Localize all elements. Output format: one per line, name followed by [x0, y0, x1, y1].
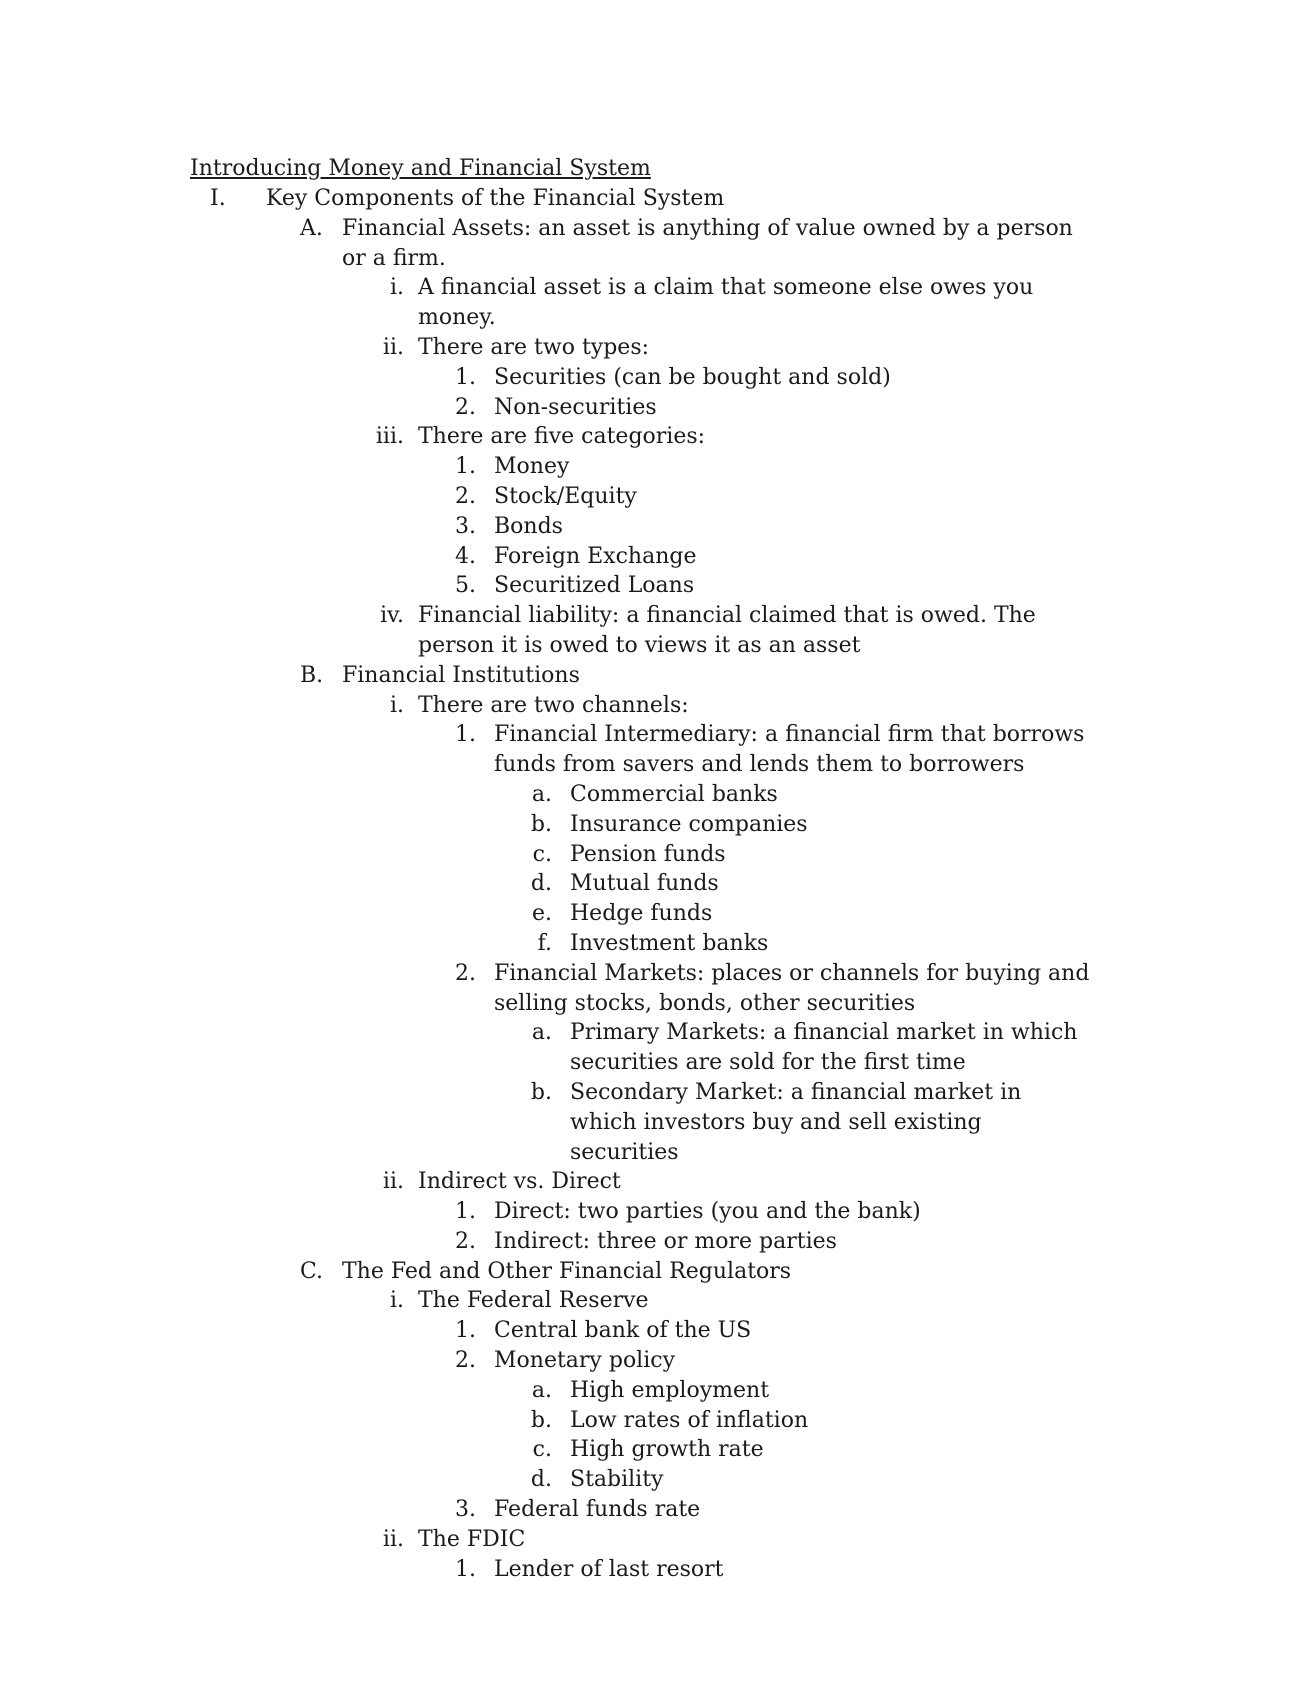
outline-item: [0, 1555, 1306, 1585]
outline-item-marker: 2.: [455, 960, 476, 986]
outline-item-text: A financial asset is a claim that someone else owes you money.: [418, 275, 1034, 331]
outline-item-marker: 2.: [455, 1348, 476, 1374]
outline-item-marker: 4.: [455, 543, 476, 569]
outline-item-marker: 1.: [455, 1556, 476, 1582]
outline-item-text: Non-securities: [494, 394, 657, 420]
outline-item: [0, 273, 1306, 333]
outline-item-marker: c.: [532, 1437, 552, 1463]
outline-item-marker: C.: [300, 1258, 324, 1284]
outline-item-text: Central bank of the US: [494, 1318, 752, 1344]
outline-item: [0, 184, 1306, 214]
outline-item-marker: i.: [389, 275, 404, 301]
outline-item-marker: d.: [530, 871, 552, 897]
outline-item: [0, 1227, 1306, 1257]
outline-item-marker: 3.: [455, 513, 476, 539]
outline-item-text: Primary Markets: a financial market in which securities are sold for the first time: [570, 1020, 1078, 1076]
outline-item-marker: f.: [537, 930, 552, 956]
outline-item-text: Financial liability: a financial claimed that is owed. The person it is owed to views it as an asset: [418, 603, 1036, 658]
outline-item-text: Indirect: three or more parties: [494, 1228, 837, 1254]
outline-item-marker: b.: [530, 1407, 552, 1433]
outline-item: [0, 482, 1306, 512]
outline-item-text: Money: [494, 454, 570, 480]
outline-item-text: Monetary policy: [494, 1348, 676, 1374]
outline-item-text: Securitized Loans: [494, 573, 695, 599]
outline-item-marker: 3.: [455, 1497, 476, 1523]
outline-item-text: Hedge funds: [570, 901, 713, 927]
outline-item-marker: a.: [531, 1020, 552, 1046]
outline-item: [0, 1018, 1306, 1078]
outline-item-text: Pension funds: [570, 841, 726, 867]
outline-item-text: The FDIC: [418, 1526, 526, 1552]
outline-item-marker: a.: [531, 1377, 552, 1403]
outline-item-marker: c.: [532, 841, 552, 867]
outline-item: [0, 214, 1306, 274]
outline-item-text: Financial Intermediary: a financial firm that borrows funds from savers and lends them to borrowers: [494, 722, 1085, 778]
outline-item: [0, 1197, 1306, 1227]
outline-item-marker: 2.: [455, 394, 476, 420]
outline-item-text: High growth rate: [570, 1437, 764, 1463]
outline-item: [0, 840, 1306, 870]
outline-item-marker: 1.: [455, 454, 476, 480]
outline-item-text: Bonds: [494, 513, 563, 539]
outline-item-text: There are two types:: [418, 334, 650, 360]
outline-item-text: Stock/Equity: [494, 483, 637, 509]
outline-item-text: Foreign Exchange: [494, 543, 697, 569]
outline-item-text: Mutual funds: [570, 871, 719, 897]
outline-item-marker: iii.: [375, 424, 404, 450]
outline-item: [0, 1316, 1306, 1346]
outline-item: [0, 1346, 1306, 1376]
outline-item-marker: i.: [389, 692, 404, 718]
outline-item-text: Federal funds rate: [494, 1497, 701, 1523]
outline-item-text: The Federal Reserve: [418, 1288, 649, 1314]
outline-item-marker: ii.: [382, 1526, 404, 1552]
outline-item-marker: ii.: [382, 1169, 404, 1195]
outline-item: [0, 929, 1306, 959]
outline-item-marker: B.: [300, 662, 324, 688]
outline-item-text: Financial Institutions: [342, 662, 580, 688]
outline-item-text: There are two channels:: [418, 692, 689, 718]
outline-item-marker: b.: [530, 1079, 552, 1105]
outline-item: [0, 959, 1306, 1019]
outline-item-text: Direct: two parties (you and the bank): [494, 1199, 921, 1225]
outline-item-text: Low rates of inflation: [570, 1407, 809, 1433]
outline-item-text: Insurance companies: [570, 811, 808, 837]
outline-item-text: Securities (can be bought and sold): [494, 364, 891, 390]
outline-item-text: Indirect vs. Direct: [418, 1169, 621, 1195]
outline-item-marker: iv.: [380, 603, 404, 629]
outline-item: [0, 601, 1306, 661]
outline-item: [0, 1435, 1306, 1465]
document-title: Introducing Money and Financial System: [190, 156, 651, 181]
outline-item-marker: 5.: [455, 573, 476, 599]
outline-item: [0, 363, 1306, 393]
outline-item-marker: I.: [210, 186, 226, 211]
outline-item-marker: 1.: [455, 1318, 476, 1344]
outline-item: [0, 810, 1306, 840]
outline-item-text: Financial Assets: an asset is anything of value owned by a person or a firm.: [342, 215, 1073, 271]
outline-item-marker: b.: [530, 811, 552, 837]
outline-item: [0, 393, 1306, 423]
outline-item: [0, 1406, 1306, 1436]
outline-item-text: Financial Markets: places or channels for buying and selling stocks, bonds, other securities: [494, 960, 1090, 1016]
outline-item: [0, 1465, 1306, 1495]
outline-item: [0, 512, 1306, 542]
outline-item: [0, 452, 1306, 482]
outline-item: [0, 661, 1306, 691]
outline-item: [0, 333, 1306, 363]
outline-item-marker: A.: [300, 215, 323, 241]
outline-item: [0, 1167, 1306, 1197]
outline-item-text: Investment banks: [570, 930, 769, 956]
outline-item: [0, 869, 1306, 899]
outline-item: [0, 1257, 1306, 1287]
outline-item-marker: i.: [389, 1288, 404, 1314]
outline-item-marker: e.: [531, 901, 552, 927]
outline-item: [0, 1525, 1306, 1555]
outline-item: [0, 571, 1306, 601]
outline-item-marker: 2.: [455, 1228, 476, 1254]
outline-item-text: Key Components of the Financial System: [266, 186, 725, 211]
outline-item: [0, 899, 1306, 929]
outline-item: [0, 691, 1306, 721]
outline-item: [0, 1376, 1306, 1406]
outline-item: [0, 720, 1306, 780]
outline-item: [0, 542, 1306, 572]
outline-item-marker: 1.: [455, 364, 476, 390]
outline-item-marker: a.: [531, 781, 552, 807]
outline-item-text: There are five categories:: [418, 424, 706, 450]
outline-item: [0, 1286, 1306, 1316]
outline-item: [0, 422, 1306, 452]
outline-item-marker: ii.: [382, 334, 404, 360]
outline-item-text: Secondary Market: a financial market in which investors buy and sell existing securities: [570, 1079, 1022, 1165]
outline-item-marker: 2.: [455, 483, 476, 509]
outline-item: [0, 1495, 1306, 1525]
outline-item-text: The Fed and Other Financial Regulators: [342, 1258, 792, 1284]
outline-item: [0, 1078, 1306, 1167]
outline-item-text: High employment: [570, 1377, 770, 1403]
outline-item: [0, 780, 1306, 810]
outline-item-text: Stability: [570, 1467, 664, 1493]
outline-list: [0, 184, 1306, 1584]
outline-item-text: Commercial banks: [570, 781, 778, 807]
outline-item-marker: 1.: [455, 1199, 476, 1225]
outline-item-marker: d.: [530, 1467, 552, 1493]
outline-item-marker: 1.: [455, 722, 476, 748]
outline-item-text: Lender of last resort: [494, 1556, 724, 1582]
